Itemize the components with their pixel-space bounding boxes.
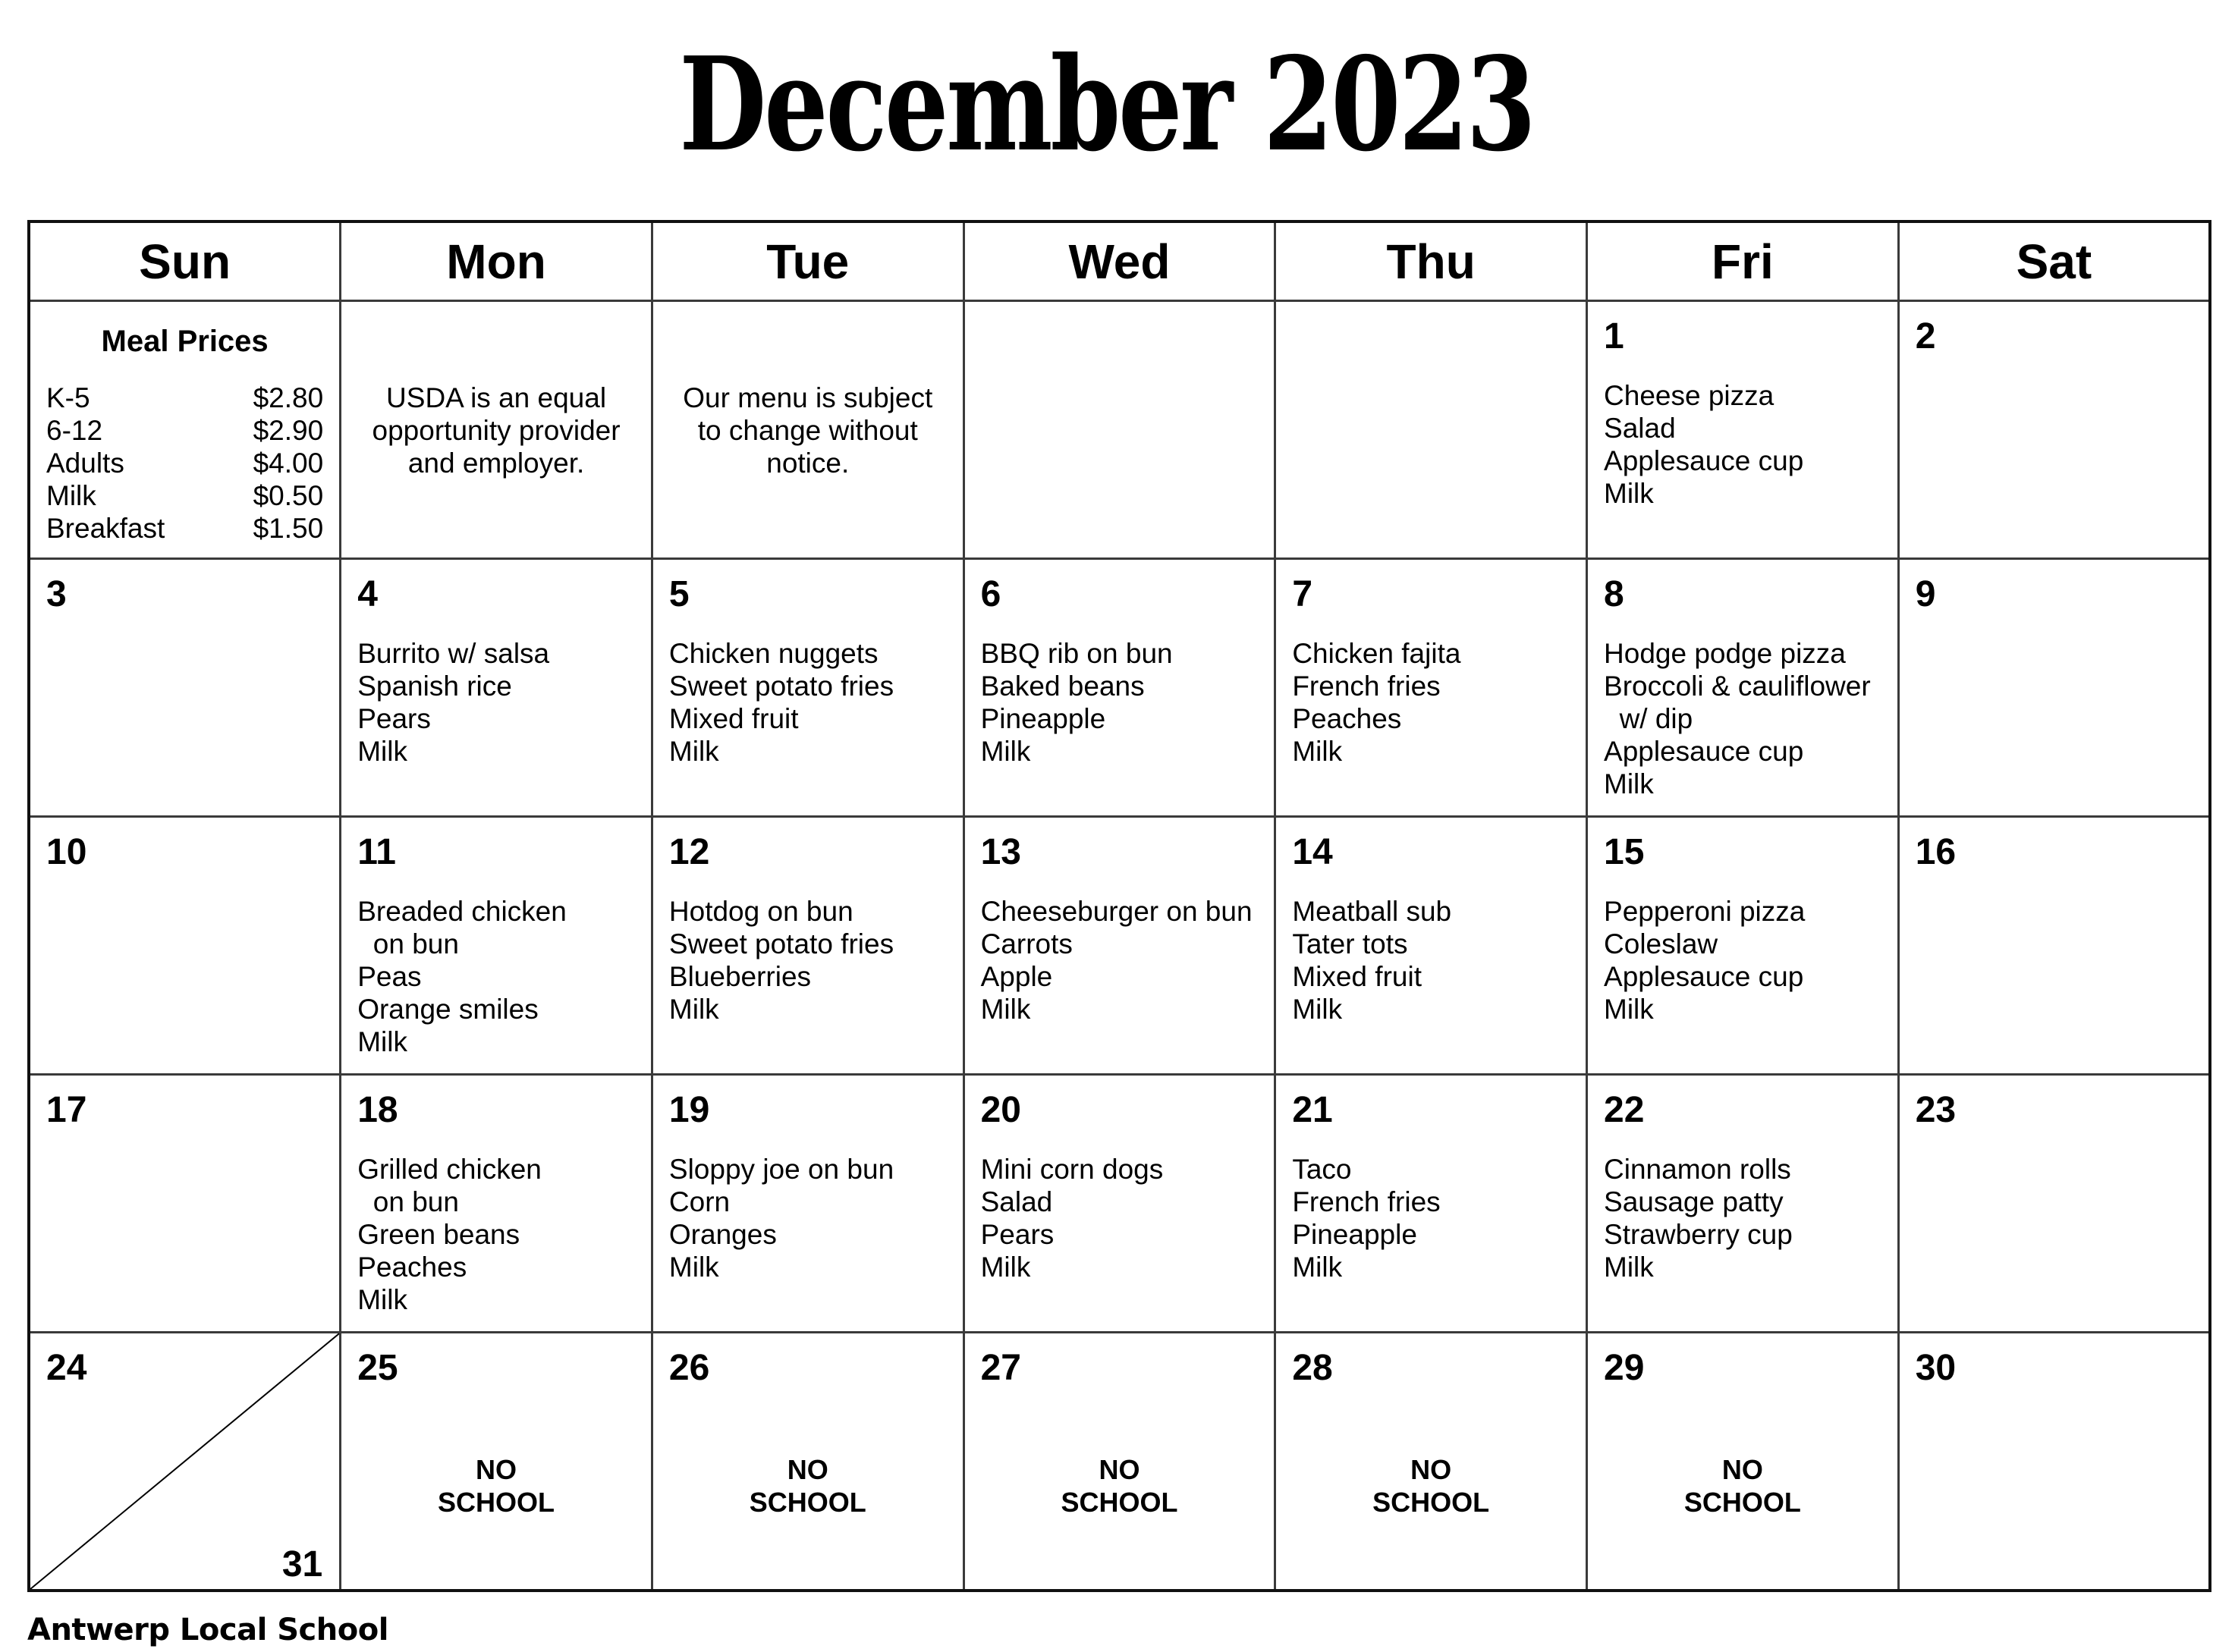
week-row [29,559,2210,817]
day-cell-29 [1587,1333,1899,1591]
price-label: K-5 [46,382,90,413]
day-number: 28 [1292,1348,1333,1388]
day-number: 19 [668,1090,710,1130]
meal-prices-heading: Meal Prices [101,325,269,358]
day-number: 26 [668,1348,710,1388]
price-row [46,447,323,479]
day-number: 9 [1915,574,1936,614]
usda-note: USDA is an equal opportunity provider and employer. [372,382,621,479]
no-school-label: NO SCHOOL [749,1454,866,1518]
day-cell-24-31 [29,1333,341,1591]
day-menu: BBQ rib on bun Baked beans Pineapple Milk [980,638,1173,767]
day-number: 7 [1292,574,1313,614]
day-number: 5 [668,574,690,614]
day-menu: Chicken nuggets Sweet potato fries Mixed fruit Milk [668,638,894,767]
day-cell-16 [1898,817,2210,1075]
day-cell-9 [1898,559,2210,817]
day-cell-23 [1898,1075,2210,1333]
week-row [29,1075,2210,1333]
day-menu: Grilled chicken on bun Green beans Peaches Milk [357,1154,542,1315]
day-number: 4 [357,574,378,614]
day-number: 15 [1604,832,1645,872]
day-number: 14 [1292,832,1333,872]
day-menu: Cheese pizza Salad Applesauce cup Milk [1604,380,1804,509]
weekday-thu: Thu [1275,221,1587,301]
day-number: 22 [1604,1090,1645,1130]
weekday-wed: Wed [963,221,1275,301]
day-menu: Hotdog on bun Sweet potato fries Blueberries Milk [668,896,894,1025]
day-number: 2 [1915,316,1936,356]
price-row [46,382,323,414]
day-number: 17 [46,1090,87,1130]
day-cell-20 [963,1075,1275,1333]
day-number: 31 [281,1544,323,1584]
day-menu: Taco French fries Pineapple Milk [1292,1154,1441,1283]
day-cell-30 [1898,1333,2210,1591]
day-cell-5 [652,559,963,817]
menu-notice-cell [652,301,963,559]
no-school-label: NO SCHOOL [438,1454,555,1518]
no-school-label: NO SCHOOL [1061,1454,1178,1518]
page-title: December 2023 [679,29,1534,181]
day-menu: Pepperoni pizza Coleslaw Applesauce cup Milk [1604,896,1806,1025]
weekday-sat: Sat [1898,221,2210,301]
day-menu: Cinnamon rolls Sausage patty Strawberry cup Milk [1604,1154,1793,1283]
day-cell-27 [963,1333,1275,1591]
day-number: 23 [1915,1090,1957,1130]
day-number: 12 [668,832,710,872]
school-name-footer: Antwerp Local School [27,1613,388,1647]
day-number: 25 [357,1348,398,1388]
day-number: 1 [1604,316,1624,356]
day-cell-25 [341,1333,652,1591]
week-row [29,301,2210,559]
price-label: Milk [46,480,96,511]
day-cell-11 [341,817,652,1075]
week-row [29,817,2210,1075]
day-cell-2 [1898,301,2210,559]
day-menu: Burrito w/ salsa Spanish rice Pears Milk [357,638,550,767]
price-value: $4.00 [253,448,324,479]
day-number: 13 [980,832,1021,872]
day-cell-21 [1275,1075,1587,1333]
price-row [46,512,323,545]
meal-prices-cell [29,301,341,559]
day-number: 16 [1915,832,1957,872]
menu-change-note: Our menu is subject to change without notice. [683,382,933,479]
day-cell-3 [29,559,341,817]
day-number: 10 [46,832,87,872]
day-number: 8 [1604,574,1624,614]
day-cell-28 [1275,1333,1587,1591]
day-number: 29 [1604,1348,1645,1388]
day-cell-1 [1587,301,1899,559]
week-row [29,1333,2210,1591]
price-row [46,414,323,447]
price-label: 6-12 [46,415,103,446]
weekday-sun: Sun [29,221,341,301]
day-number: 30 [1915,1348,1957,1388]
empty-day-cell [1275,301,1587,559]
day-cell-13 [963,817,1275,1075]
day-cell-18 [341,1075,652,1333]
empty-day-cell [963,301,1275,559]
day-cell-6 [963,559,1275,817]
day-cell-22 [1587,1075,1899,1333]
day-number: 3 [46,574,67,614]
day-menu: Sloppy joe on bun Corn Oranges Milk [668,1154,894,1283]
price-value: $2.90 [253,415,324,446]
no-school-label: NO SCHOOL [1683,1454,1801,1518]
weekday-tue: Tue [652,221,963,301]
day-cell-14 [1275,817,1587,1075]
day-cell-8 [1587,559,1899,817]
day-number: 6 [980,574,1001,614]
day-menu: Mini corn dogs Salad Pears Milk [980,1154,1164,1283]
day-number: 18 [357,1090,398,1130]
weekday-header-row [29,221,2210,301]
day-menu: Cheeseburger on bun Carrots Apple Milk [980,896,1253,1025]
no-school-label: NO SCHOOL [1372,1454,1490,1518]
day-menu: Chicken fajita French fries Peaches Milk [1292,638,1461,767]
day-cell-19 [652,1075,963,1333]
price-label: Adults [46,448,124,479]
day-number: 27 [980,1348,1021,1388]
day-number: 20 [980,1090,1021,1130]
day-number: 11 [357,832,396,872]
price-value: $2.80 [253,382,324,413]
price-value: $0.50 [253,480,324,511]
day-cell-12 [652,817,963,1075]
price-row [46,479,323,512]
weekday-mon: Mon [341,221,652,301]
usda-note-cell [341,301,652,559]
day-number: 24 [46,1348,87,1388]
day-cell-26 [652,1333,963,1591]
day-number: 21 [1292,1090,1333,1130]
day-menu: Breaded chicken on bun Peas Orange smiles Milk [357,896,567,1057]
calendar-grid [27,220,2211,1589]
weekday-fri: Fri [1587,221,1899,301]
day-cell-17 [29,1075,341,1333]
day-cell-4 [341,559,652,817]
calendar-table [27,220,2211,1592]
price-label: Breakfast [46,513,165,544]
day-cell-7 [1275,559,1587,817]
day-menu: Hodge podge pizza Broccoli & cauliflower w/ dip Applesauce cup Milk [1604,638,1871,799]
day-cell-15 [1587,817,1899,1075]
day-cell-10 [29,817,341,1075]
day-menu: Meatball sub Tater tots Mixed fruit Milk [1292,896,1452,1025]
price-value: $1.50 [253,513,324,544]
